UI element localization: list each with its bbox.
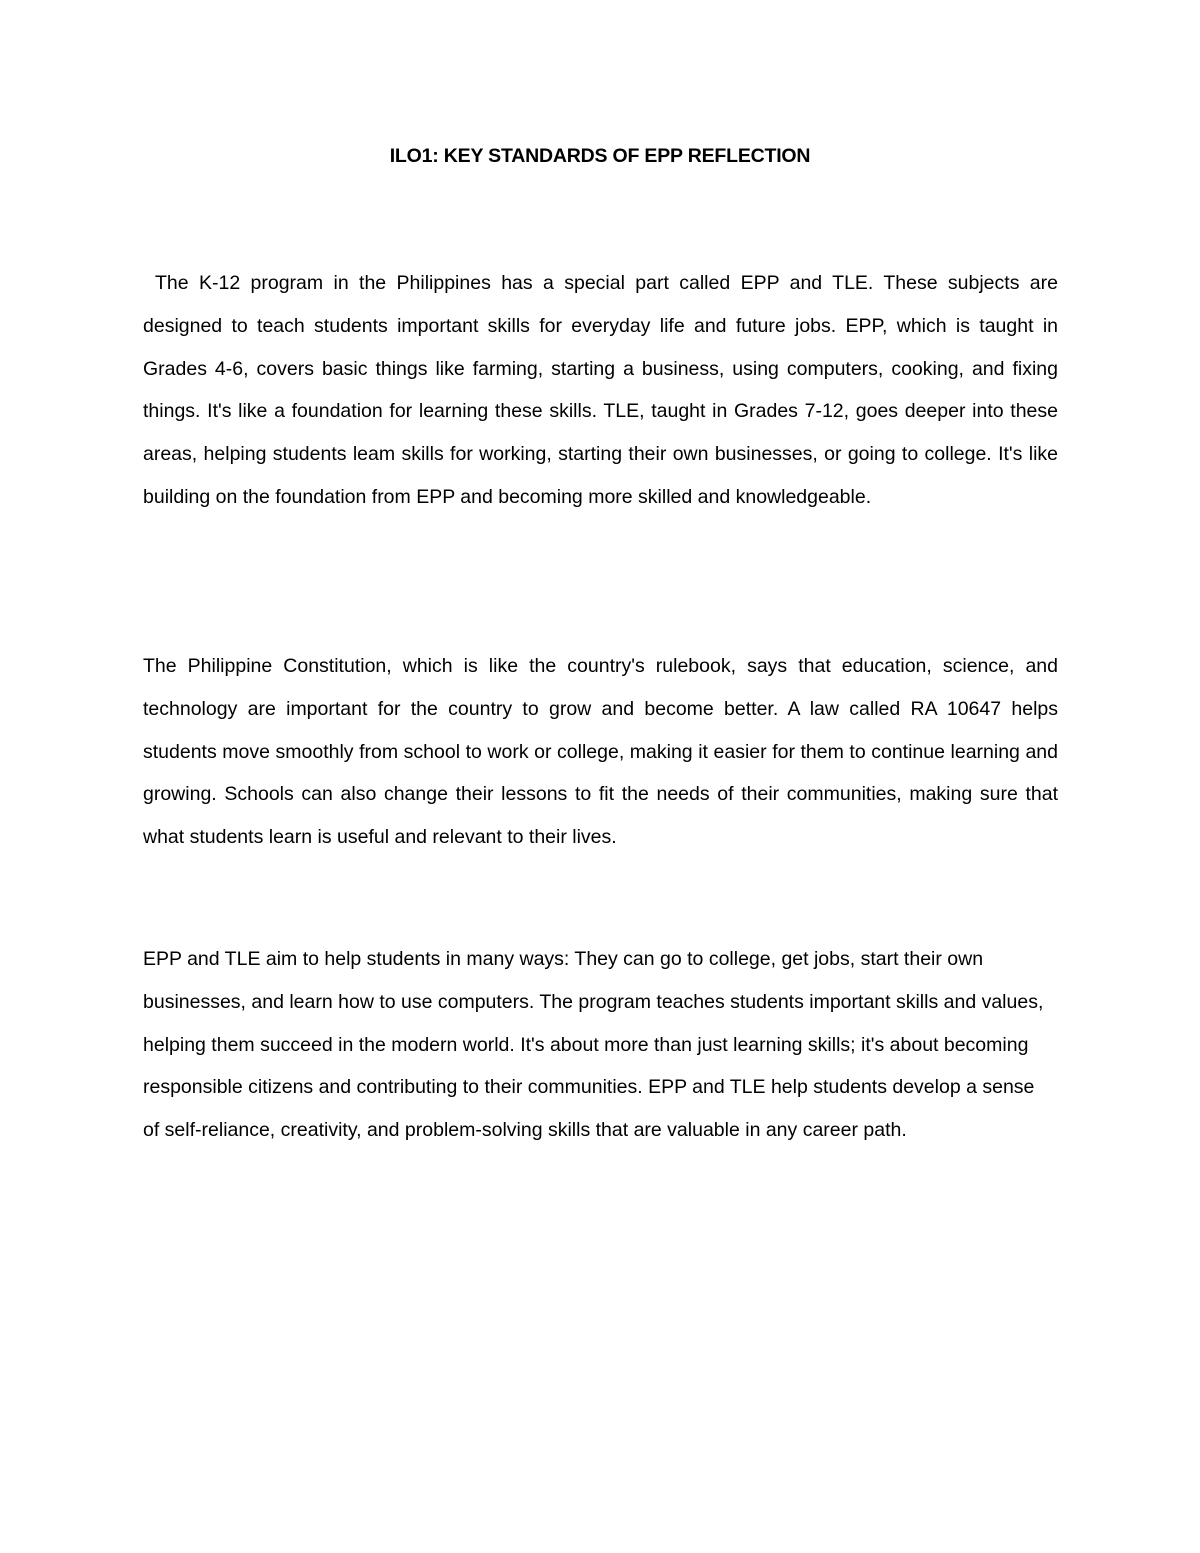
document-title: ILO1: KEY STANDARDS OF EPP REFLECTION [389, 145, 811, 167]
paragraph-epp-tle-aims: EPP and TLE aim to help students in many ways: They can go to college, get jobs, start their own businesses, and learn how to use computers. The program teaches students important skills and values, helping them succeed in the modern world. It's about more than just learning skills; it's about becoming responsible citizens and contributing to their communities. EPP and TLE help students develop a sense of self-reliance, creativity, and problem-solving skills that are valuable in any career path. [143, 948, 1044, 1142]
paragraph-philippine-constitution: The Philippine Constitution, which is like the country's rulebook, says that education, science, and technology are important for the country to grow and become better. A law called RA 10647 helps students move smoothly from school to work or college, making it easier for them to continue learning and growing. Schools can also change their lessons to fit the needs of their communities, making sure that what students learn is useful and relevant to their lives. [143, 655, 1058, 849]
paragraph-k12-program: The K-12 program in the Philippines has a special part called EPP and TLE. These subjects are designed to teach students important skills for everyday life and future jobs. EPP, which is taught in Grades 4-6, covers basic things like farming, starting a business, using computers, cooking, and fixing things. It's like a foundation for learning these skills. TLE, taught in Grades 7-12, goes deeper into these areas, helping students leam skills for working, starting their own businesses, or going to college. It's like building on the foundation from EPP and becoming more skilled and knowledgeable. [143, 272, 1058, 508]
